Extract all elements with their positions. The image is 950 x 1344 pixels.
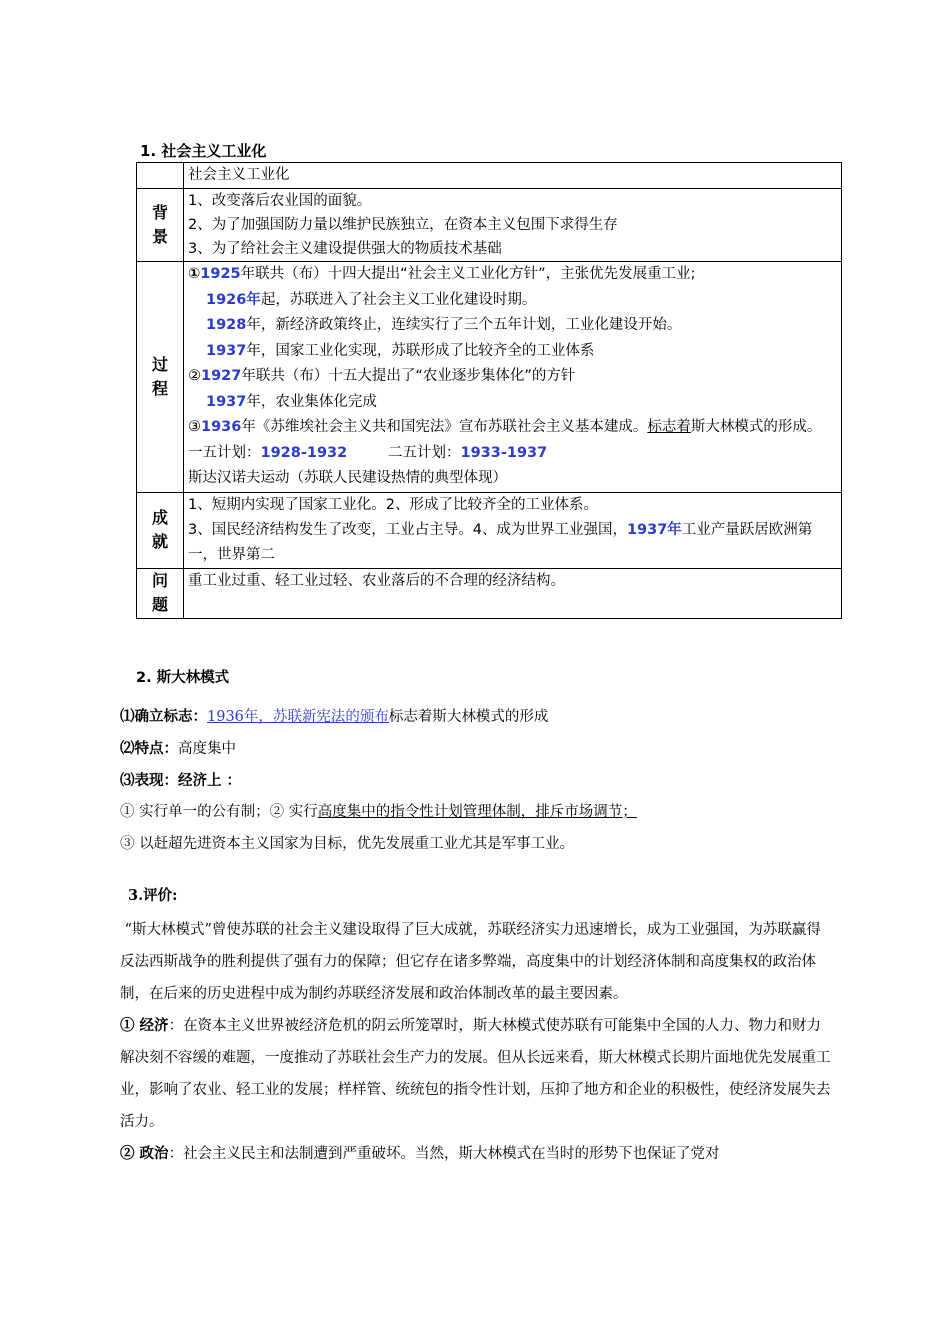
section3-title: 3.评价: [128,887,178,904]
industrialization-table [136,162,842,619]
circled-number: ① [188,266,201,282]
process-text: 年，农业集体化完成 [246,393,377,410]
achievement-line: 1、短期内实现了国家工业化。2、形成了比较齐全的工业体系。 [188,496,598,513]
feature-item [120,737,236,758]
process-line [188,262,837,288]
background-line: 2、为了加强国防力量以维护民族独立，在资本主义包围下求得生存 [188,217,618,233]
achievement-line [188,518,837,568]
item-label: ⑵特点： [120,741,178,757]
section2-title: 2. 斯大林模式 [136,670,230,686]
table-header-cell: 社会主义工业化 [184,163,842,189]
table-row [137,262,842,493]
year: 1937 [206,393,247,410]
manifestation-item [120,769,241,790]
table-row [137,163,842,189]
circled-number: ③ [188,419,201,435]
paragraph-text: ：在资本主义世界被经济危机的阴云所笼罩时，斯大林模式使苏联有可能集中全国的人力、物力和财力解决刻不容缓的难题，一度推动了苏联社会生产力的发展。但从长远来看，斯大林模式长期片面地优先发展重工业，影响了农业、轻工业的发展；样样管、统统包的指令性计划，压抑了地方和企业的积极性，使经济发展失去活力。 [120,1018,831,1130]
economic-line [120,800,637,821]
achievement-label: 成 就 [137,492,184,568]
paragraph-label: ① 经济 [120,1017,169,1034]
problem-label: 问 题 [137,568,184,618]
evaluation-body [120,914,832,1170]
process-text: 年联共（布）十五大提出了“农业逐步集体化”的方针 [241,368,576,384]
economic-line: ③ 以赶超先进资本主义国家为目标，优先发展重工业尤其是军事工业。 [120,836,575,852]
year: 1925 [200,266,241,282]
circled-number: ② [188,368,201,384]
year: 1928 [206,317,247,333]
year-range: 1933-1937 [460,444,548,461]
year: 1927 [201,368,242,384]
item-label: ⑶表现：经济上 ： [120,773,242,789]
item-text: 高度集中 [178,741,236,757]
year: 1926年 [206,291,261,308]
underlined-text: 标志着 [647,419,691,435]
section1-title: 1. 社会主义工业化 [140,142,267,160]
plan-label: 一五计划： [188,444,261,461]
item-label: ⑴确立标志： [120,709,207,725]
achievement-text: 工业产量跃居欧洲第一，世界第二 [188,521,813,563]
item-text: 标志着斯大林模式的形成 [388,709,549,725]
background-content [184,189,842,262]
background-line: 3、为了给社会主义建设提供强大的物质技术基础 [188,241,502,257]
economic-evaluation [120,1010,832,1138]
process-text: 年《苏维埃社会主义共和国宪法》宣布苏联社会主义基本建成。 [241,419,648,435]
process-line [188,288,837,314]
process-text: 年，国家工业化实现，苏联形成了比较齐全的工业体系 [246,342,595,359]
table-row [137,189,842,262]
establishment-mark [120,705,548,726]
year: 1937 [206,342,247,359]
achievement-text: 3、国民经济结构发生了改变，工业占主导。4、成为世界工业强国， [188,521,627,538]
background-line: 1、改变落后农业国的面貌。 [188,193,372,209]
year-range: 1928-1932 [260,444,348,461]
underlined-text: 高度集中的指令性计划管理体制，排斥市场调节； [317,804,637,820]
evaluation-intro [120,914,832,1010]
background-label: 背 景 [137,189,184,262]
empty-cell [137,163,184,189]
process-line [188,390,837,416]
process-text: 年，新经济政策终止，连续实行了三个五年计划，工业化建设开始。 [246,317,682,333]
constitution-link[interactable]: 1936年，苏联新宪法的颁布 [207,709,389,725]
year: 1937年 [626,521,682,538]
process-line [188,339,837,365]
achievement-content [184,492,842,568]
intro-text: “斯大林模式”曾使苏联的社会主义建设取得了巨大成就，苏联经济实力迅速增长，成为工业强国，为苏联赢得反法西斯战争的胜利提供了强有力的保障；但它存在诸多弊端，高度集中的计划经济体制和高度集权的政治体制，在后来的历史进程中成为制约苏联经济发展和政治体制改革的最主要因素。 [120,922,821,1002]
five-year-plans [188,441,837,467]
political-evaluation [120,1138,832,1170]
paragraph-label: ② 政治 [120,1145,169,1162]
item-text: ① 实行单一的公有制；② 实行 [120,804,318,820]
process-text: 斯大林模式的形成。 [690,419,822,435]
process-line: 斯达汉诺夫运动（苏联人民建设热情的典型体现） [188,470,507,486]
paragraph-text: ：社会主义民主和法制遭到严重破坏。当然，斯大林模式在当时的形势下也保证了党对 [168,1146,720,1162]
year: 1936 [201,419,242,435]
process-line [188,364,837,390]
problem-content: 重工业过重、轻工业过轻、农业落后的不合理的经济结构。 [184,568,842,618]
process-text: 起，苏联进入了社会主义工业化建设时期。 [260,291,537,308]
process-line [188,415,837,441]
process-content [184,262,842,493]
table-row [137,568,842,618]
table-row [137,492,842,568]
process-text: 年联共（布）十四大提出“社会主义工业化方针”，主张优先发展重工业; [240,266,696,282]
plan-label: 二五计划： [388,444,461,461]
process-line [188,313,837,339]
process-label: 过 程 [137,262,184,493]
